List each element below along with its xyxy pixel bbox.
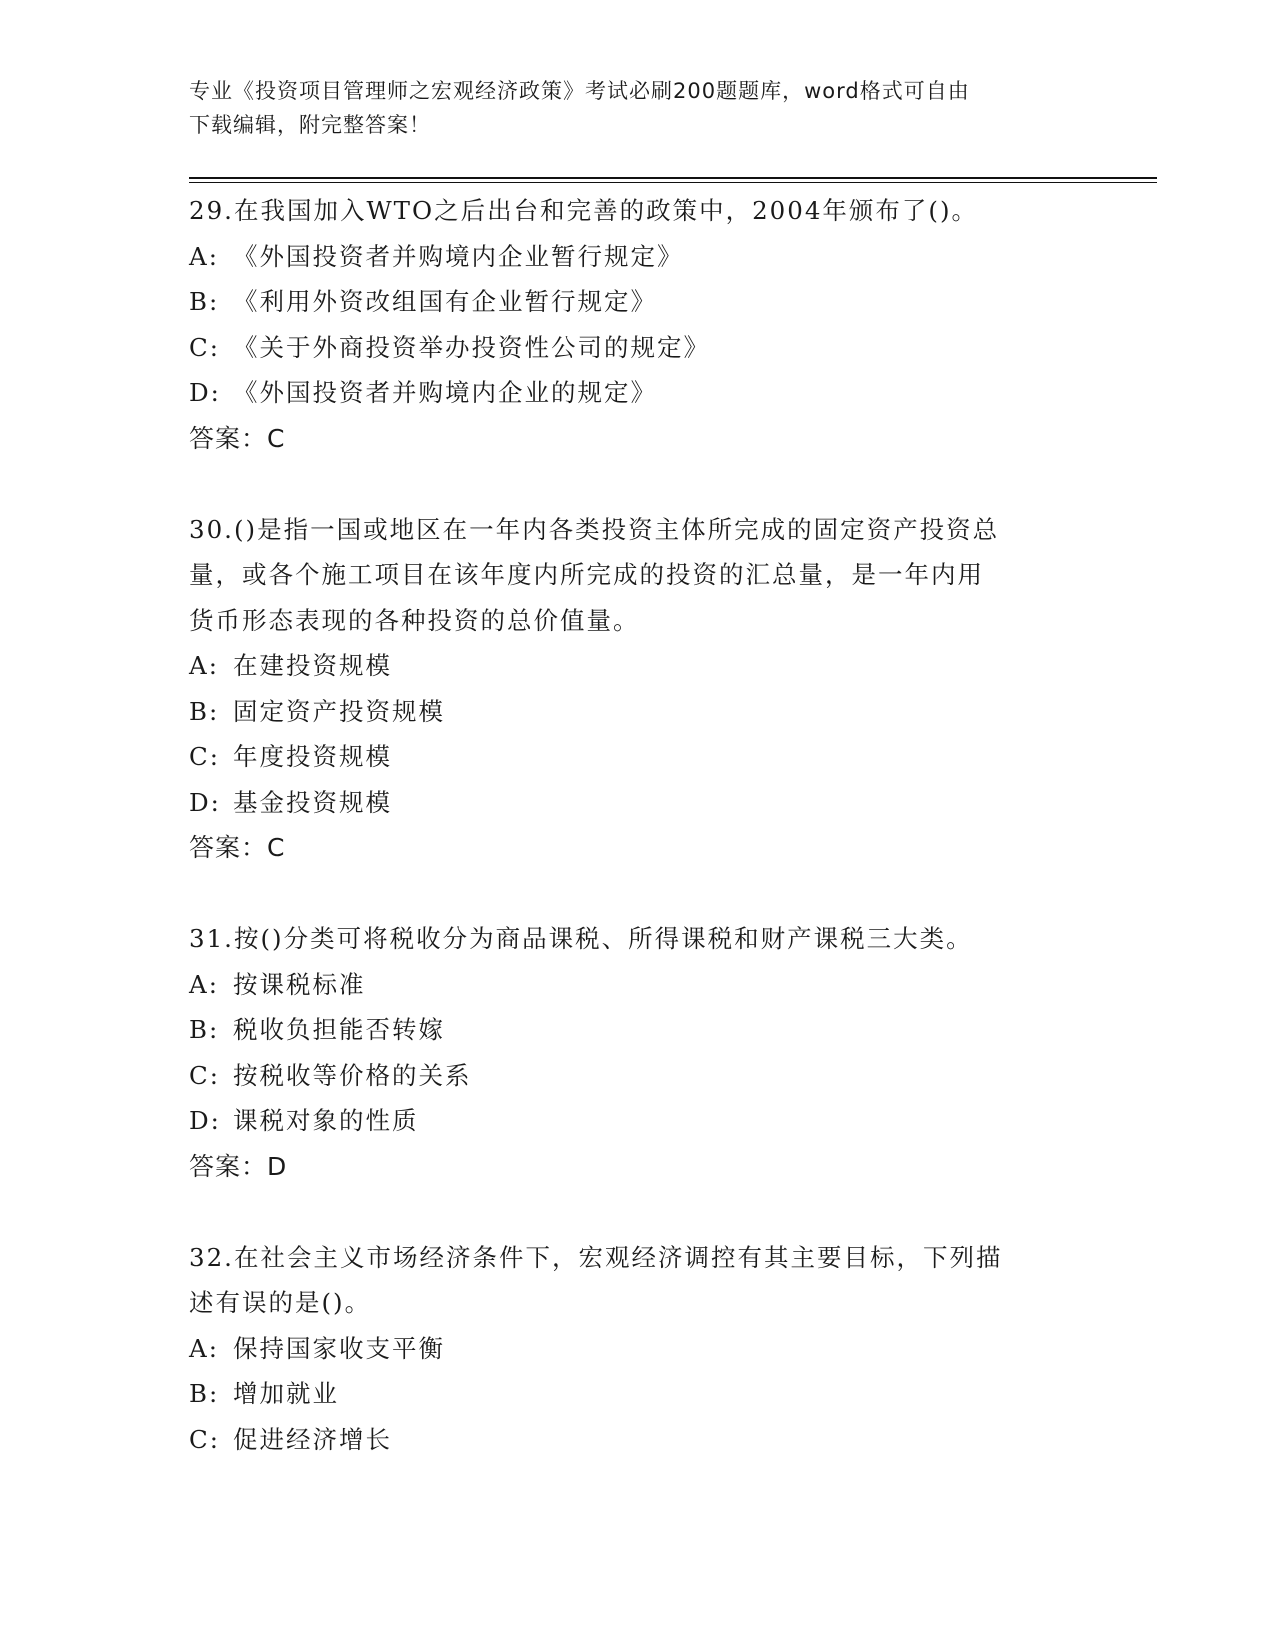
option-a [189,234,1089,280]
option-d [189,370,1089,416]
question-30 [189,507,1089,871]
option-text: 年度投资规模 [233,742,392,771]
question-29 [189,188,1089,461]
question-31 [189,916,1089,1189]
option-b [189,1007,1089,1053]
question-stem: 量，或各个施工项目在该年度内所完成的投资的汇总量，是一年内用 [189,560,984,589]
answer-label: 答案：D [189,1151,288,1181]
document-header [189,74,1069,142]
option-d [189,1098,1089,1144]
option-b [189,279,1089,325]
question-stem: 30.()是指一国或地区在一年内各类投资主体所完成的固定资产投资总 [189,514,1000,544]
option-text: 在建投资规模 [233,651,392,680]
option-text: 《关于外商投资举办投资性公司的规定》 [233,332,710,362]
option-text: 促进经济增长 [233,1424,392,1454]
option-letter: A: [189,241,219,271]
header-divider-thick [189,177,1157,179]
question-32 [189,1235,1089,1463]
header-divider-thin [189,182,1157,183]
option-letter: D: [189,787,221,817]
question-stem: 31.按()分类可将税收分为商品课税、所得课税和财产课税三大类。 [189,924,973,953]
answer-label: 答案：C [189,423,286,453]
option-c [189,1053,1089,1099]
option-text: 保持国家收支平衡 [233,1333,445,1363]
header-title-line-2: 下载编辑，附完整答案！ [189,113,431,137]
question-stem: 29.在我国加入WTO之后出台和完善的政策中，2004年颁布了()。 [189,196,979,225]
option-text: 基金投资规模 [233,787,392,817]
option-letter: C: [189,332,221,362]
option-b [189,1371,1089,1417]
question-stem: 述有误的是()。 [189,1288,372,1317]
option-text: 税收负担能否转嫁 [233,1015,445,1044]
option-text: 增加就业 [233,1379,339,1408]
spacer [189,871,1089,917]
option-text: 《外国投资者并购境内企业暂行规定》 [233,241,684,271]
question-stem: 32.在社会主义市场经济条件下，宏观经济调控有其主要目标，下列描 [189,1242,1003,1272]
option-letter: C: [189,1424,221,1454]
option-b [189,689,1089,735]
option-letter: B: [189,1015,220,1044]
option-c [189,325,1089,371]
spacer [189,461,1089,507]
option-a [189,962,1089,1008]
option-a [189,1326,1089,1372]
option-letter: C: [189,742,221,771]
option-letter: A: [189,969,219,999]
header-title-line-1: 专业《投资项目管理师之宏观经济政策》考试必刷200题题库，word格式可自由 [189,79,970,103]
option-a [189,643,1089,689]
answer-label: 答案：C [189,833,286,862]
option-letter: B: [189,1379,220,1408]
option-letter: C: [189,1060,221,1090]
option-text: 课税对象的性质 [233,1106,419,1135]
option-letter: D: [189,378,221,407]
option-text: 《外国投资者并购境内企业的规定》 [233,378,657,407]
question-stem: 货币形态表现的各种投资的总价值量。 [189,605,640,635]
option-text: 《利用外资改组国有企业暂行规定》 [233,287,657,316]
option-c [189,734,1089,780]
spacer [189,1189,1089,1235]
option-text: 按税收等价格的关系 [233,1060,472,1090]
option-text: 按课税标准 [233,969,366,999]
option-letter: B: [189,696,220,726]
option-letter: B: [189,287,220,316]
option-text: 固定资产投资规模 [233,696,445,726]
question-list [189,188,1089,1462]
option-c [189,1417,1089,1463]
option-letter: D: [189,1106,221,1135]
option-letter: A: [189,1333,219,1363]
option-d [189,780,1089,826]
option-letter: A: [189,651,219,680]
